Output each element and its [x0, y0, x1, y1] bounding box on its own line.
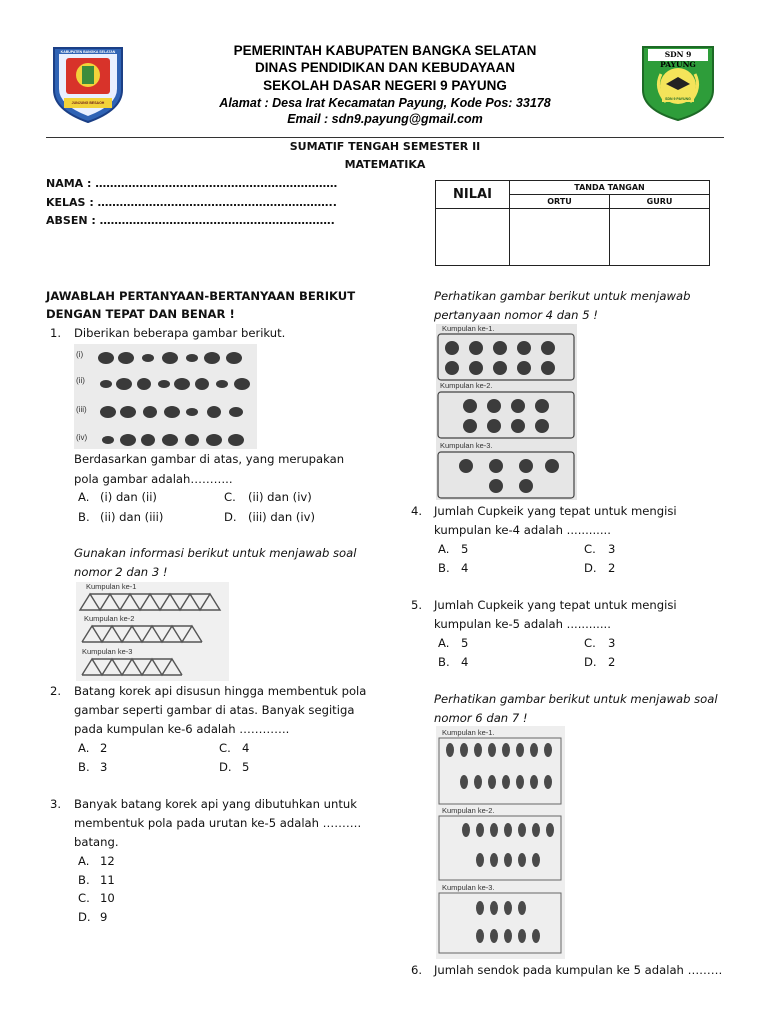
q6-number: 6. [411, 963, 423, 977]
cupkeik-pattern-image [436, 324, 577, 500]
q4-option-b[interactable]: 4 [461, 561, 469, 575]
header-address: Alamat : Desa Irat Kecamatan Payung, Kode Pos: 33178 [219, 96, 551, 110]
q1-option-a[interactable]: (i) dan (ii) [100, 490, 157, 504]
q5-number: 5. [411, 598, 423, 612]
nilai-label: NILAI [436, 181, 510, 209]
instruction-line2: DENGAN TEPAT DAN BENAR ! [46, 307, 235, 321]
q1-option-d[interactable]: (iii) dan (iv) [248, 510, 316, 524]
q3-option-a[interactable]: 12 [100, 854, 115, 868]
q2-option-b-letter[interactable]: B. [78, 760, 90, 774]
q1-body-line2: pola gambar adalah……….. [74, 472, 233, 486]
header-divider [46, 137, 724, 138]
q1-row-label: (iv) [76, 433, 88, 442]
ortu-signature-cell[interactable] [510, 209, 610, 266]
ortu-label: ORTU [510, 195, 610, 209]
q3-line3: batang. [74, 835, 119, 849]
q1-text: Diberikan beberapa gambar berikut. [74, 326, 286, 340]
cupkeik-label: Kumpulan ke-3. [440, 441, 493, 450]
tanda-tangan-label: TANDA TANGAN [510, 181, 710, 195]
q2-option-a-letter[interactable]: A. [78, 741, 90, 755]
q1-animal-pattern-image [74, 344, 257, 449]
q3-option-d[interactable]: 9 [100, 910, 108, 924]
q3-option-b[interactable]: 11 [100, 873, 115, 887]
q3-option-c[interactable]: 10 [100, 891, 115, 905]
q5-option-c-letter[interactable]: C. [584, 636, 596, 650]
q2-option-d-letter[interactable]: D. [219, 760, 232, 774]
q1-option-d-letter[interactable]: D. [224, 510, 237, 524]
q4-option-a[interactable]: 5 [461, 542, 469, 556]
q1-body-line1: Berdasarkan gambar di atas, yang merupakan [74, 452, 345, 466]
cupkeik-drawings [436, 324, 577, 500]
q5-line1: Jumlah Cupkeik yang tepat untuk mengisi [434, 598, 677, 612]
animal-silhouettes [96, 346, 256, 448]
q1-option-c[interactable]: (ii) dan (iv) [248, 490, 312, 504]
q4-option-a-letter[interactable]: A. [438, 542, 450, 556]
q5-option-b[interactable]: 4 [461, 655, 469, 669]
q4-option-d-letter[interactable]: D. [584, 561, 597, 575]
spoon-pattern-image [436, 726, 565, 959]
district-logo-top-text: KABUPATEN BANGKA SELATAN [60, 50, 116, 54]
q2-option-c-letter[interactable]: C. [219, 741, 231, 755]
q5-option-a[interactable]: 5 [461, 636, 469, 650]
school-logo-ribbon: SDN 9 PAYUNG [665, 97, 691, 101]
district-logo [48, 44, 128, 124]
q4-option-b-letter[interactable]: B. [438, 561, 450, 575]
district-logo-motto: JUNJUNG BESAOH [71, 101, 105, 105]
info-6-7-line2: nomor 6 dan 7 ! [434, 711, 528, 725]
school-logo [640, 44, 716, 122]
matchstick-pattern-image [76, 582, 229, 681]
q4-option-d[interactable]: 2 [608, 561, 616, 575]
q1-number: 1. [50, 326, 62, 340]
cupkeik-label: Kumpulan ke-2. [440, 381, 493, 390]
q2-line3: pada kumpulan ke-6 adalah …………. [74, 722, 290, 736]
field-nama[interactable]: NAMA : ………………………………………………………… [46, 177, 338, 190]
q5-option-d[interactable]: 2 [608, 655, 616, 669]
info-6-7-line1: Perhatikan gambar berikut untuk menjawab soal [434, 692, 718, 706]
info-4-5-line1: Perhatikan gambar berikut untuk menjawab [434, 289, 691, 303]
guru-label: GURU [610, 195, 710, 209]
q2-option-b[interactable]: 3 [100, 760, 108, 774]
header-department: DINAS PENDIDIKAN DAN KEBUDAYAAN [254, 60, 516, 75]
header-email: Email : sdn9.payung@gmail.com [287, 112, 483, 126]
q5-option-c[interactable]: 3 [608, 636, 616, 650]
spoon-label: Kumpulan ke-2. [442, 806, 495, 815]
field-absen[interactable]: ABSEN : ………………………………………………………. [46, 214, 335, 227]
q1-row-label: (i) [76, 350, 84, 359]
q3-option-a-letter[interactable]: A. [78, 854, 90, 868]
q6-line1: Jumlah sendok pada kumpulan ke 5 adalah ……… [434, 963, 723, 977]
q2-line1: Batang korek api disusun hingga membentuk pola [74, 684, 367, 698]
spoon-drawings [436, 726, 565, 959]
q2-option-a[interactable]: 2 [100, 741, 108, 755]
nilai-cell[interactable] [436, 209, 510, 266]
q1-row-label: (ii) [76, 376, 85, 385]
matchstick-triangles [76, 582, 229, 681]
info-2-3-line2: nomor 2 dan 3 ! [74, 565, 168, 579]
q3-line1: Banyak batang korek api yang dibutuhkan untuk [74, 797, 357, 811]
q5-option-d-letter[interactable]: D. [584, 655, 597, 669]
q1-row-label: (iii) [76, 405, 87, 414]
field-kelas[interactable]: KELAS : ……………………………………………………….. [46, 196, 337, 209]
score-box [435, 180, 710, 266]
q1-option-b[interactable]: (ii) dan (iii) [100, 510, 164, 524]
exam-subject: MATEMATIKA [344, 158, 426, 171]
q2-option-d[interactable]: 5 [242, 760, 250, 774]
q4-option-c-letter[interactable]: C. [584, 542, 596, 556]
q3-option-c-letter[interactable]: C. [78, 891, 90, 905]
q1-option-a-letter[interactable]: A. [78, 490, 90, 504]
school-logo-title: SDN 9 PAYUNG [660, 50, 696, 69]
q3-option-b-letter[interactable]: B. [78, 873, 90, 887]
q3-option-d-letter[interactable]: D. [78, 910, 91, 924]
q5-option-a-letter[interactable]: A. [438, 636, 450, 650]
cupkeik-label: Kumpulan ke-1. [442, 324, 495, 333]
q5-option-b-letter[interactable]: B. [438, 655, 450, 669]
q2-line2: gambar seperti gambar di atas. Banyak segitiga [74, 703, 355, 717]
matchstick-label: Kumpulan ke-1 [86, 582, 137, 591]
spoon-label: Kumpulan ke-3. [442, 883, 495, 892]
matchstick-label: Kumpulan ke-3 [82, 647, 133, 656]
q4-number: 4. [411, 504, 423, 518]
guru-signature-cell[interactable] [610, 209, 710, 266]
q1-option-b-letter[interactable]: B. [78, 510, 90, 524]
q3-number: 3. [50, 797, 62, 811]
header-government: PEMERINTAH KABUPATEN BANGKA SELATAN [233, 43, 537, 58]
q2-number: 2. [50, 684, 62, 698]
header-school: SEKOLAH DASAR NEGERI 9 PAYUNG [263, 78, 507, 93]
spoon-label: Kumpulan ke-1. [442, 728, 495, 737]
q3-line2: membentuk pola pada urutan ke-5 adalah ………. [74, 816, 362, 830]
q4-option-c[interactable]: 3 [608, 542, 616, 556]
q5-line2: kumpulan ke-5 adalah ............ [434, 617, 611, 631]
q1-option-c-letter[interactable]: C. [224, 490, 236, 504]
info-4-5-line2: pertanyaan nomor 4 dan 5 ! [434, 308, 598, 322]
instruction-line1: JAWABLAH PERTANYAAN-BERTANYAAN BERIKUT [46, 289, 356, 303]
matchstick-label: Kumpulan ke-2 [84, 614, 135, 623]
q4-line1: Jumlah Cupkeik yang tepat untuk mengisi [434, 504, 677, 518]
q4-line2: kumpulan ke-4 adalah ............ [434, 523, 611, 537]
exam-title: SUMATIF TENGAH SEMESTER II [289, 140, 481, 153]
q2-option-c[interactable]: 4 [242, 741, 250, 755]
info-2-3-line1: Gunakan informasi berikut untuk menjawab soal [74, 546, 357, 560]
